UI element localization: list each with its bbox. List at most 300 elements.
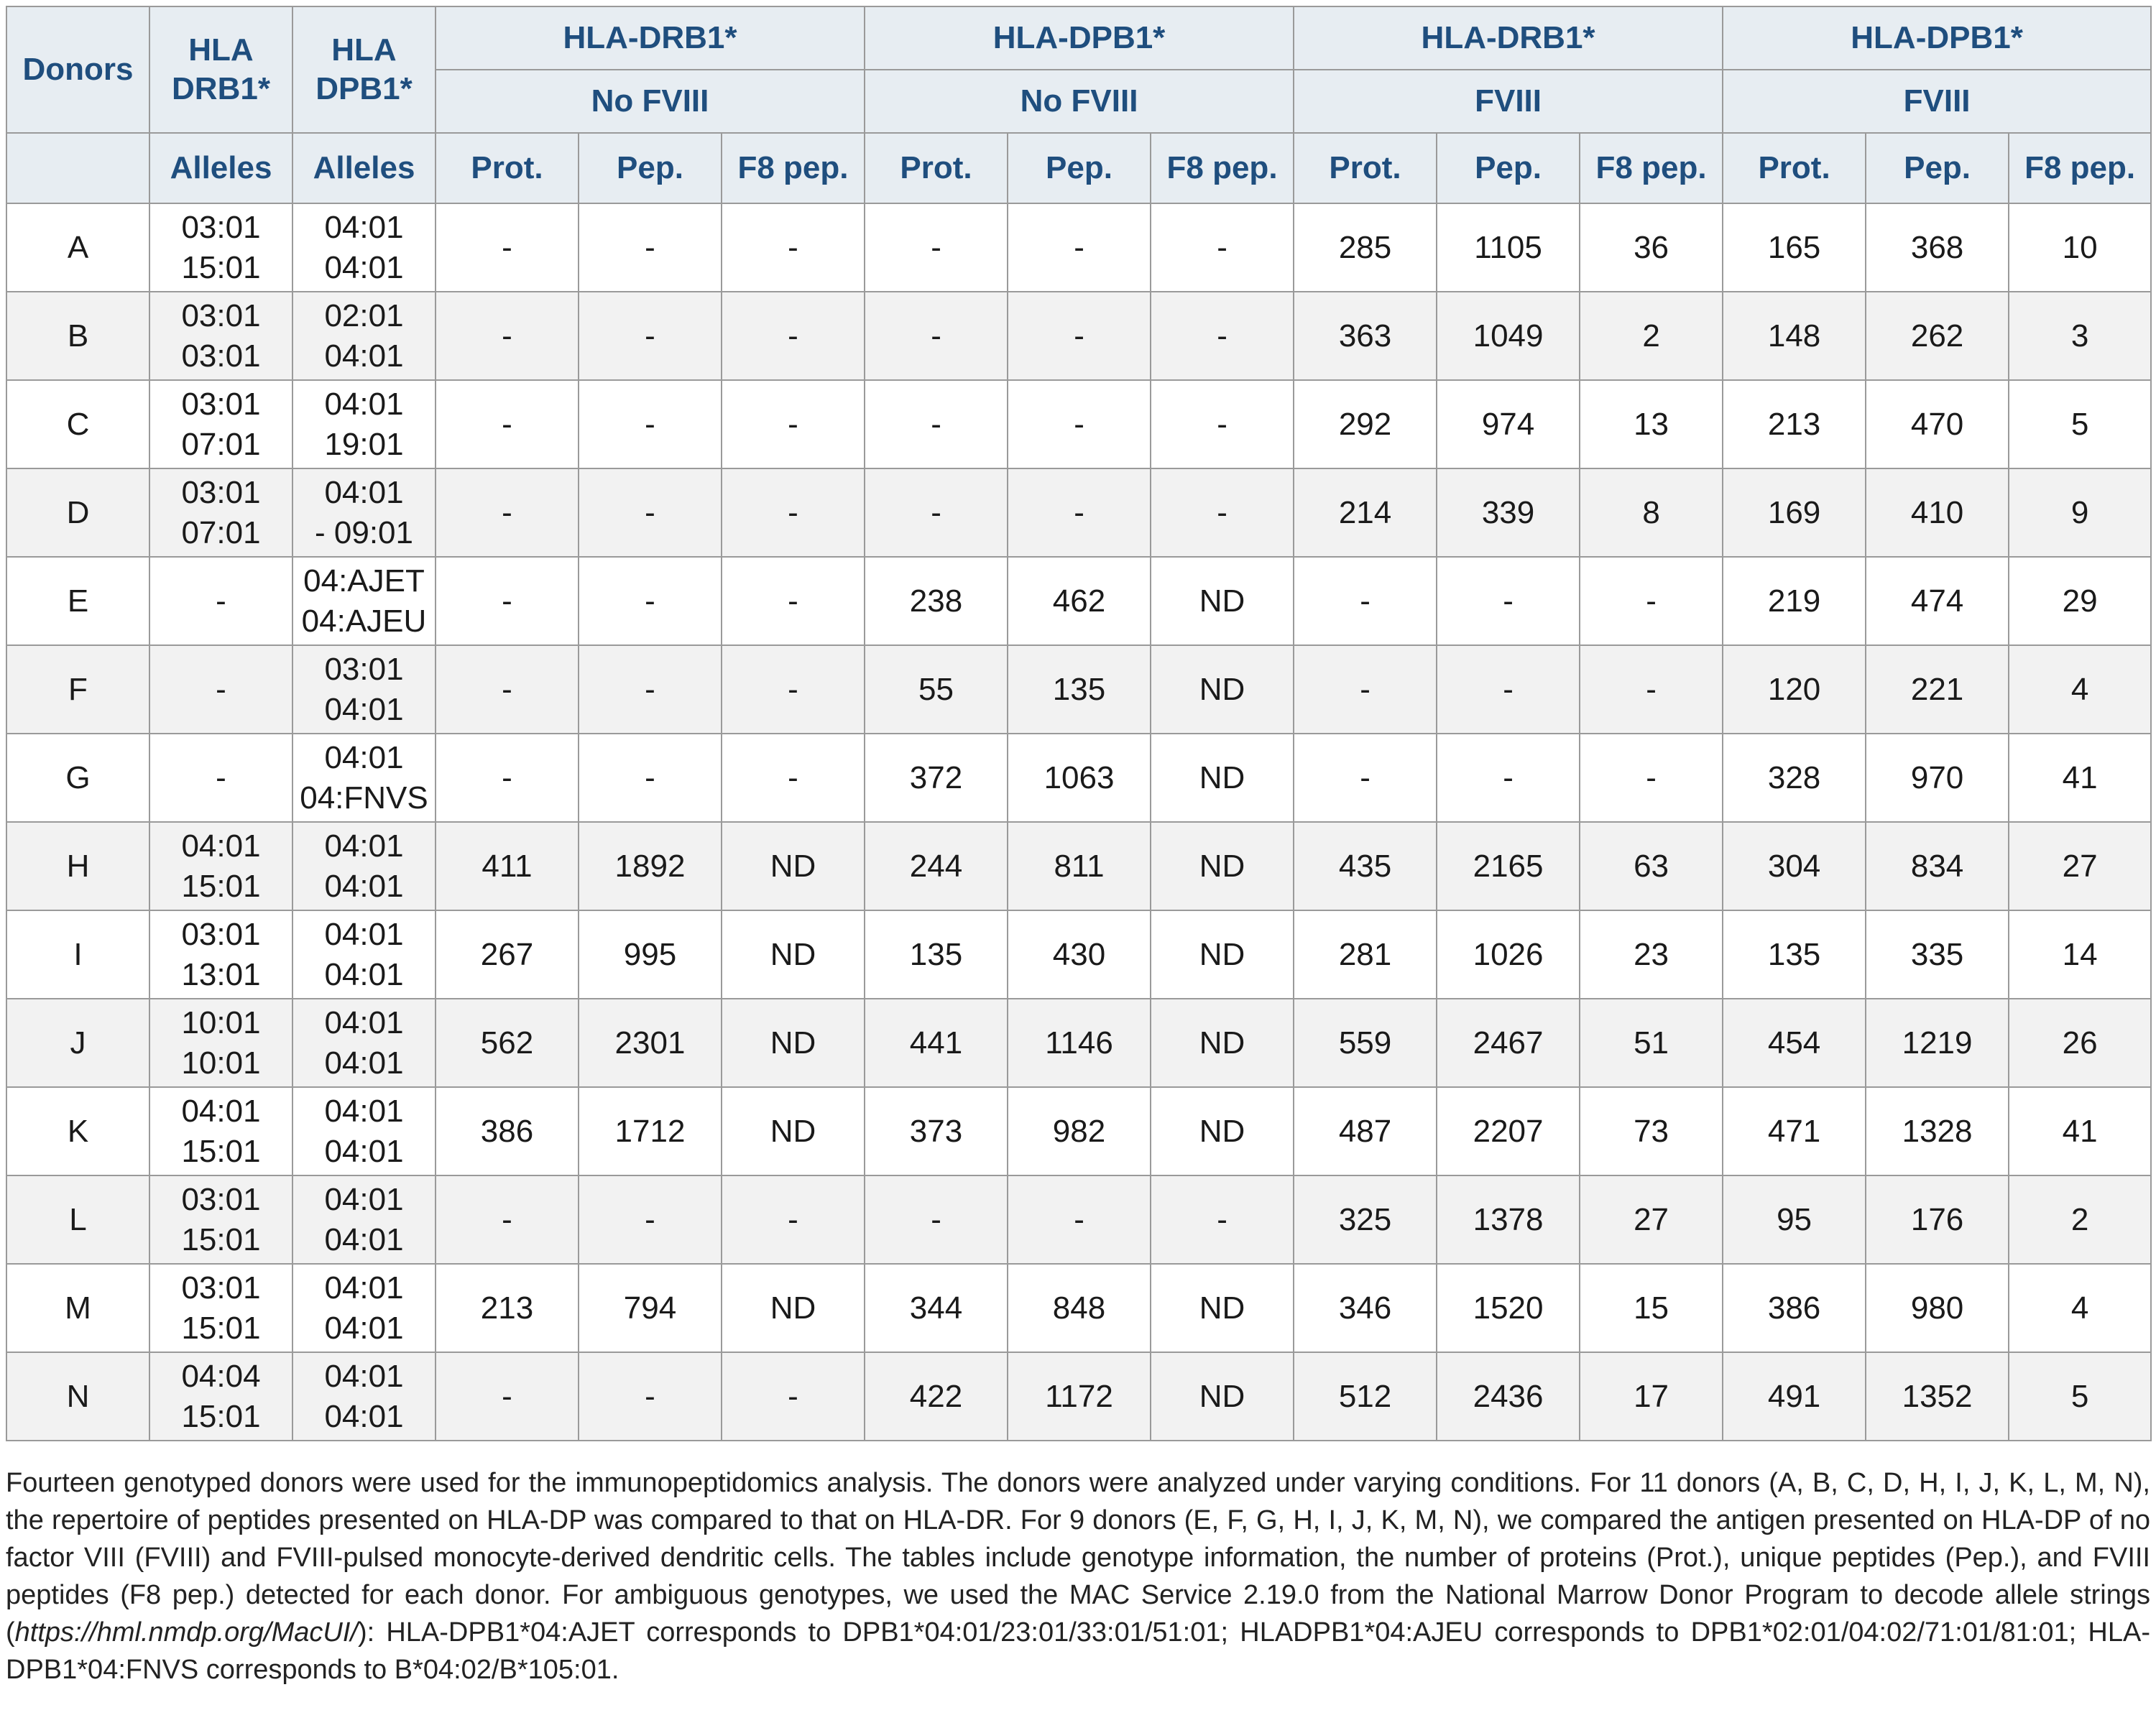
drb1-allele-cell — [149, 734, 292, 822]
value-cell: 219 — [1723, 557, 1866, 645]
drb1-allele-cell — [149, 292, 292, 380]
allele-value: 04:FNVS — [300, 780, 428, 816]
donor-peptide-table — [6, 6, 2152, 1441]
value-cell: 1219 — [1866, 999, 2009, 1087]
group-header-condition: FVIII — [1723, 70, 2151, 133]
value-cell: 1352 — [1866, 1352, 2009, 1441]
header-alleles: Alleles — [292, 133, 436, 203]
drb1-allele-cell — [149, 380, 292, 468]
value-cell: 454 — [1723, 999, 1866, 1087]
allele-value: 15:01 — [181, 1133, 261, 1169]
value-cell: 27 — [2009, 822, 2151, 910]
header-donors-sub — [6, 133, 149, 203]
dpb1-allele-cell — [292, 822, 436, 910]
value-cell: - — [865, 1175, 1008, 1264]
value-cell: ND — [1151, 999, 1294, 1087]
value-cell: - — [1151, 468, 1294, 557]
allele-value: 04:01 — [324, 338, 404, 374]
value-cell: 1063 — [1008, 734, 1151, 822]
value-cell: 8 — [1580, 468, 1723, 557]
value-cell: - — [1151, 203, 1294, 292]
metric-header-pep: Pep. — [1866, 133, 2009, 203]
value-cell: 148 — [1723, 292, 1866, 380]
dpb1-allele-cell — [292, 1352, 436, 1441]
table-row — [6, 1087, 2151, 1175]
allele-value: 03:01 — [181, 1181, 261, 1217]
table-row — [6, 1175, 2151, 1264]
value-cell: 1026 — [1437, 910, 1580, 999]
value-cell: 304 — [1723, 822, 1866, 910]
value-cell: 363 — [1294, 292, 1437, 380]
value-cell: - — [579, 292, 722, 380]
value-cell: 441 — [865, 999, 1008, 1087]
value-cell: ND — [1151, 1087, 1294, 1175]
value-cell: - — [579, 734, 722, 822]
donor-cell: I — [6, 910, 149, 999]
value-cell: 169 — [1723, 468, 1866, 557]
header-alleles: Alleles — [149, 133, 292, 203]
dpb1-allele-cell — [292, 557, 436, 645]
metric-header-pep: Pep. — [1008, 133, 1151, 203]
value-cell: ND — [722, 910, 865, 999]
value-cell: - — [1580, 734, 1723, 822]
value-cell: ND — [1151, 645, 1294, 734]
value-cell: 980 — [1866, 1264, 2009, 1352]
allele-value: 03:01 — [181, 916, 261, 952]
value-cell: - — [1437, 734, 1580, 822]
value-cell: 982 — [1008, 1087, 1151, 1175]
value-cell: ND — [722, 822, 865, 910]
table-container — [6, 6, 2150, 1441]
value-cell: 811 — [1008, 822, 1151, 910]
donor-cell: G — [6, 734, 149, 822]
donor-cell: A — [6, 203, 149, 292]
allele-value: 07:01 — [181, 426, 261, 462]
drb1-allele-cell — [149, 910, 292, 999]
value-cell: 4 — [2009, 645, 2151, 734]
value-cell: - — [722, 557, 865, 645]
allele-value: 04:01 — [324, 956, 404, 992]
allele-value: 04:01 — [324, 1045, 404, 1081]
value-cell: 372 — [865, 734, 1008, 822]
metric-header-prot: Prot. — [865, 133, 1008, 203]
value-cell: 221 — [1866, 645, 2009, 734]
value-cell: 1712 — [579, 1087, 722, 1175]
value-cell: 386 — [436, 1087, 579, 1175]
value-cell: - — [436, 557, 579, 645]
allele-value: 04:01 — [324, 1310, 404, 1346]
allele-value: 04:01 — [324, 209, 404, 245]
allele-value: - 09:01 — [315, 514, 413, 550]
allele-value: 13:01 — [181, 956, 261, 992]
value-cell: 1328 — [1866, 1087, 2009, 1175]
value-cell: - — [1008, 292, 1151, 380]
value-cell: 1172 — [1008, 1352, 1151, 1441]
value-cell: 559 — [1294, 999, 1437, 1087]
allele-value: 04:01 — [324, 249, 404, 285]
table-row — [6, 1352, 2151, 1441]
table-row — [6, 1264, 2151, 1352]
donor-cell: B — [6, 292, 149, 380]
allele-value: 03:01 — [181, 338, 261, 374]
donor-cell: E — [6, 557, 149, 645]
drb1-allele-cell — [149, 1175, 292, 1264]
value-cell: ND — [722, 1087, 865, 1175]
caption-text-end: ): HLA-DPB1*04:AJET corresponds to DPB1*04:01/23:01/33:01/51:01; HLADPB1*04:AJEU corresponds to DPB1*02:01/04:02/71:01/81:01; HLA-DPB1*04:FNVS corresponds to B*04:02/B*105:01. — [6, 1617, 2150, 1685]
value-cell: 2207 — [1437, 1087, 1580, 1175]
value-cell: - — [722, 292, 865, 380]
table-row — [6, 203, 2151, 292]
allele-value: 15:01 — [181, 1221, 261, 1257]
value-cell: - — [579, 468, 722, 557]
value-cell: 262 — [1866, 292, 2009, 380]
allele-value: 15:01 — [181, 868, 261, 904]
value-cell: 491 — [1723, 1352, 1866, 1441]
table-row — [6, 734, 2151, 822]
value-cell: - — [436, 1175, 579, 1264]
table-row — [6, 380, 2151, 468]
value-cell: 176 — [1866, 1175, 2009, 1264]
metric-header-pep: Pep. — [1437, 133, 1580, 203]
donor-cell: K — [6, 1087, 149, 1175]
value-cell: - — [579, 380, 722, 468]
dpb1-allele-cell — [292, 999, 436, 1087]
value-cell: - — [579, 645, 722, 734]
value-cell: - — [436, 734, 579, 822]
value-cell: 10 — [2009, 203, 2151, 292]
value-cell: 281 — [1294, 910, 1437, 999]
value-cell: 2467 — [1437, 999, 1580, 1087]
header-hla-drb1: HLA DRB1* — [149, 6, 292, 133]
value-cell: - — [1580, 645, 1723, 734]
value-cell: 794 — [579, 1264, 722, 1352]
value-cell: - — [1294, 557, 1437, 645]
value-cell: 373 — [865, 1087, 1008, 1175]
value-cell: - — [1294, 645, 1437, 734]
value-cell: - — [1437, 557, 1580, 645]
value-cell: 267 — [436, 910, 579, 999]
value-cell: 1105 — [1437, 203, 1580, 292]
value-cell: 470 — [1866, 380, 2009, 468]
donor-cell: M — [6, 1264, 149, 1352]
allele-value: 03:01 — [181, 209, 261, 245]
group-header-allele: HLA-DPB1* — [865, 6, 1294, 70]
allele-value: 04:04 — [181, 1358, 261, 1394]
table-caption — [6, 1464, 2150, 1688]
value-cell: 487 — [1294, 1087, 1437, 1175]
table-body — [6, 203, 2151, 1441]
value-cell: - — [1008, 468, 1151, 557]
value-cell: 120 — [1723, 645, 1866, 734]
allele-value: 15:01 — [181, 249, 261, 285]
value-cell: 386 — [1723, 1264, 1866, 1352]
value-cell: 95 — [1723, 1175, 1866, 1264]
value-cell: 974 — [1437, 380, 1580, 468]
drb1-allele-cell — [149, 203, 292, 292]
value-cell: 2 — [1580, 292, 1723, 380]
value-cell: 14 — [2009, 910, 2151, 999]
value-cell: 471 — [1723, 1087, 1866, 1175]
value-cell: 3 — [2009, 292, 2151, 380]
donor-cell: F — [6, 645, 149, 734]
value-cell: - — [579, 1352, 722, 1441]
drb1-allele-cell — [149, 822, 292, 910]
value-cell: 5 — [2009, 380, 2151, 468]
value-cell: 2301 — [579, 999, 722, 1087]
donor-cell: L — [6, 1175, 149, 1264]
value-cell: ND — [722, 1264, 865, 1352]
allele-value: 03:01 — [181, 474, 261, 510]
value-cell: 995 — [579, 910, 722, 999]
allele-value: 03:01 — [181, 297, 261, 333]
value-cell: - — [436, 645, 579, 734]
value-cell: 339 — [1437, 468, 1580, 557]
value-cell: 368 — [1866, 203, 2009, 292]
value-cell: - — [865, 292, 1008, 380]
value-cell: ND — [1151, 822, 1294, 910]
allele-value: 04:01 — [324, 386, 404, 422]
drb1-allele-cell — [149, 557, 292, 645]
value-cell: 13 — [1580, 380, 1723, 468]
metric-header-prot: Prot. — [436, 133, 579, 203]
metric-header-prot: Prot. — [1294, 133, 1437, 203]
value-cell: - — [865, 380, 1008, 468]
value-cell: 2 — [2009, 1175, 2151, 1264]
allele-value: 04:01 — [181, 828, 261, 864]
value-cell: 328 — [1723, 734, 1866, 822]
value-cell: 2165 — [1437, 822, 1580, 910]
dpb1-allele-cell — [292, 910, 436, 999]
donor-cell: C — [6, 380, 149, 468]
allele-value: 03:01 — [181, 1270, 261, 1306]
value-cell: 51 — [1580, 999, 1723, 1087]
allele-value: 04:01 — [324, 691, 404, 727]
value-cell: 1378 — [1437, 1175, 1580, 1264]
value-cell: 165 — [1723, 203, 1866, 292]
value-cell: 213 — [1723, 380, 1866, 468]
value-cell: - — [1008, 203, 1151, 292]
value-cell: 41 — [2009, 734, 2151, 822]
value-cell: 23 — [1580, 910, 1723, 999]
value-cell: 26 — [2009, 999, 2151, 1087]
value-cell: - — [1437, 645, 1580, 734]
allele-value: 04:01 — [324, 1181, 404, 1217]
allele-value: 10:01 — [181, 1045, 261, 1081]
table-row — [6, 645, 2151, 734]
value-cell: 411 — [436, 822, 579, 910]
value-cell: 2436 — [1437, 1352, 1580, 1441]
value-cell: 410 — [1866, 468, 2009, 557]
value-cell: 562 — [436, 999, 579, 1087]
value-cell: - — [436, 380, 579, 468]
value-cell: - — [865, 203, 1008, 292]
value-cell: - — [722, 1352, 865, 1441]
value-cell: - — [436, 203, 579, 292]
dpb1-allele-cell — [292, 1087, 436, 1175]
allele-value: 04:01 — [324, 1270, 404, 1306]
value-cell: 474 — [1866, 557, 2009, 645]
metric-header-prot: Prot. — [1723, 133, 1866, 203]
metric-header-f8pep: F8 pep. — [2009, 133, 2151, 203]
value-cell: ND — [722, 999, 865, 1087]
value-cell: 4 — [2009, 1264, 2151, 1352]
drb1-allele-cell — [149, 468, 292, 557]
dpb1-allele-cell — [292, 1264, 436, 1352]
value-cell: - — [722, 468, 865, 557]
allele-value: 04:01 — [324, 1358, 404, 1394]
dpb1-allele-cell — [292, 734, 436, 822]
value-cell: 135 — [1723, 910, 1866, 999]
allele-value: 02:01 — [324, 297, 404, 333]
allele-value: 03:01 — [181, 386, 261, 422]
value-cell: 135 — [1008, 645, 1151, 734]
value-cell: - — [436, 292, 579, 380]
value-cell: - — [1151, 380, 1294, 468]
value-cell: 970 — [1866, 734, 2009, 822]
table-row — [6, 822, 2151, 910]
value-cell: 238 — [865, 557, 1008, 645]
value-cell: 512 — [1294, 1352, 1437, 1441]
allele-value: 04:01 — [324, 1004, 404, 1040]
group-header-condition: No FVIII — [865, 70, 1294, 133]
table-row — [6, 910, 2151, 999]
allele-value: 04:01 — [324, 868, 404, 904]
allele-value: - — [216, 671, 226, 707]
metric-header-f8pep: F8 pep. — [1580, 133, 1723, 203]
value-cell: - — [1008, 380, 1151, 468]
table-row — [6, 557, 2151, 645]
value-cell: 27 — [1580, 1175, 1723, 1264]
value-cell: ND — [1151, 910, 1294, 999]
group-header-allele: HLA-DPB1* — [1723, 6, 2151, 70]
allele-value: 04:01 — [181, 1093, 261, 1129]
drb1-allele-cell — [149, 645, 292, 734]
allele-value: 19:01 — [324, 426, 404, 462]
table-header — [6, 6, 2151, 203]
value-cell: ND — [1151, 1264, 1294, 1352]
value-cell: 63 — [1580, 822, 1723, 910]
caption-link: https://hml.nmdp.org/MacUI/ — [14, 1617, 358, 1648]
header-hla-dpb1: HLA DPB1* — [292, 6, 436, 133]
donor-cell: N — [6, 1352, 149, 1441]
value-cell: 848 — [1008, 1264, 1151, 1352]
allele-value: 10:01 — [181, 1004, 261, 1040]
allele-value: - — [216, 583, 226, 619]
allele-value: 04:01 — [324, 1093, 404, 1129]
dpb1-allele-cell — [292, 645, 436, 734]
value-cell: - — [722, 1175, 865, 1264]
value-cell: 5 — [2009, 1352, 2151, 1441]
drb1-allele-cell — [149, 1352, 292, 1441]
dpb1-allele-cell — [292, 1175, 436, 1264]
value-cell: 1049 — [1437, 292, 1580, 380]
value-cell: - — [579, 1175, 722, 1264]
drb1-allele-cell — [149, 1264, 292, 1352]
value-cell: 430 — [1008, 910, 1151, 999]
value-cell: 73 — [1580, 1087, 1723, 1175]
value-cell: - — [1294, 734, 1437, 822]
value-cell: 55 — [865, 645, 1008, 734]
value-cell: - — [579, 203, 722, 292]
allele-value: 15:01 — [181, 1398, 261, 1434]
value-cell: - — [722, 645, 865, 734]
value-cell: 325 — [1294, 1175, 1437, 1264]
value-cell: - — [579, 557, 722, 645]
donor-cell: J — [6, 999, 149, 1087]
value-cell: 346 — [1294, 1264, 1437, 1352]
group-header-allele: HLA-DRB1* — [1294, 6, 1723, 70]
value-cell: - — [865, 468, 1008, 557]
value-cell: ND — [1151, 557, 1294, 645]
value-cell: 9 — [2009, 468, 2151, 557]
allele-value: 04:01 — [324, 739, 404, 775]
allele-value: 03:01 — [324, 651, 404, 687]
value-cell: 335 — [1866, 910, 2009, 999]
value-cell: - — [1008, 1175, 1151, 1264]
value-cell: - — [722, 380, 865, 468]
value-cell: 344 — [865, 1264, 1008, 1352]
allele-value: 04:01 — [324, 916, 404, 952]
value-cell: 285 — [1294, 203, 1437, 292]
value-cell: 292 — [1294, 380, 1437, 468]
table-row — [6, 468, 2151, 557]
allele-value: 04:01 — [324, 828, 404, 864]
drb1-allele-cell — [149, 999, 292, 1087]
allele-value: 04:01 — [324, 1133, 404, 1169]
allele-value: 15:01 — [181, 1310, 261, 1346]
value-cell: 135 — [865, 910, 1008, 999]
value-cell: - — [722, 203, 865, 292]
metric-header-pep: Pep. — [579, 133, 722, 203]
header-donors: Donors — [6, 6, 149, 133]
allele-value: 04:AJEU — [301, 603, 427, 639]
value-cell: 15 — [1580, 1264, 1723, 1352]
metric-header-f8pep: F8 pep. — [722, 133, 865, 203]
dpb1-allele-cell — [292, 380, 436, 468]
value-cell: - — [1151, 1175, 1294, 1264]
table-row — [6, 999, 2151, 1087]
value-cell: - — [1580, 557, 1723, 645]
group-header-allele: HLA-DRB1* — [436, 6, 865, 70]
donor-cell: D — [6, 468, 149, 557]
value-cell: 213 — [436, 1264, 579, 1352]
table-row — [6, 292, 2151, 380]
value-cell: 462 — [1008, 557, 1151, 645]
allele-value: 04:01 — [324, 1221, 404, 1257]
value-cell: 435 — [1294, 822, 1437, 910]
value-cell: - — [436, 1352, 579, 1441]
value-cell: 244 — [865, 822, 1008, 910]
value-cell: 1520 — [1437, 1264, 1580, 1352]
allele-value: 04:01 — [324, 474, 404, 510]
value-cell: 1892 — [579, 822, 722, 910]
allele-value: 04:AJET — [303, 563, 425, 599]
dpb1-allele-cell — [292, 203, 436, 292]
group-header-condition: FVIII — [1294, 70, 1723, 133]
value-cell: ND — [1151, 734, 1294, 822]
value-cell: 36 — [1580, 203, 1723, 292]
value-cell: 29 — [2009, 557, 2151, 645]
drb1-allele-cell — [149, 1087, 292, 1175]
donor-cell: H — [6, 822, 149, 910]
value-cell: - — [1151, 292, 1294, 380]
value-cell: 214 — [1294, 468, 1437, 557]
value-cell: ND — [1151, 1352, 1294, 1441]
dpb1-allele-cell — [292, 292, 436, 380]
value-cell: 1146 — [1008, 999, 1151, 1087]
metric-header-f8pep: F8 pep. — [1151, 133, 1294, 203]
group-header-condition: No FVIII — [436, 70, 865, 133]
